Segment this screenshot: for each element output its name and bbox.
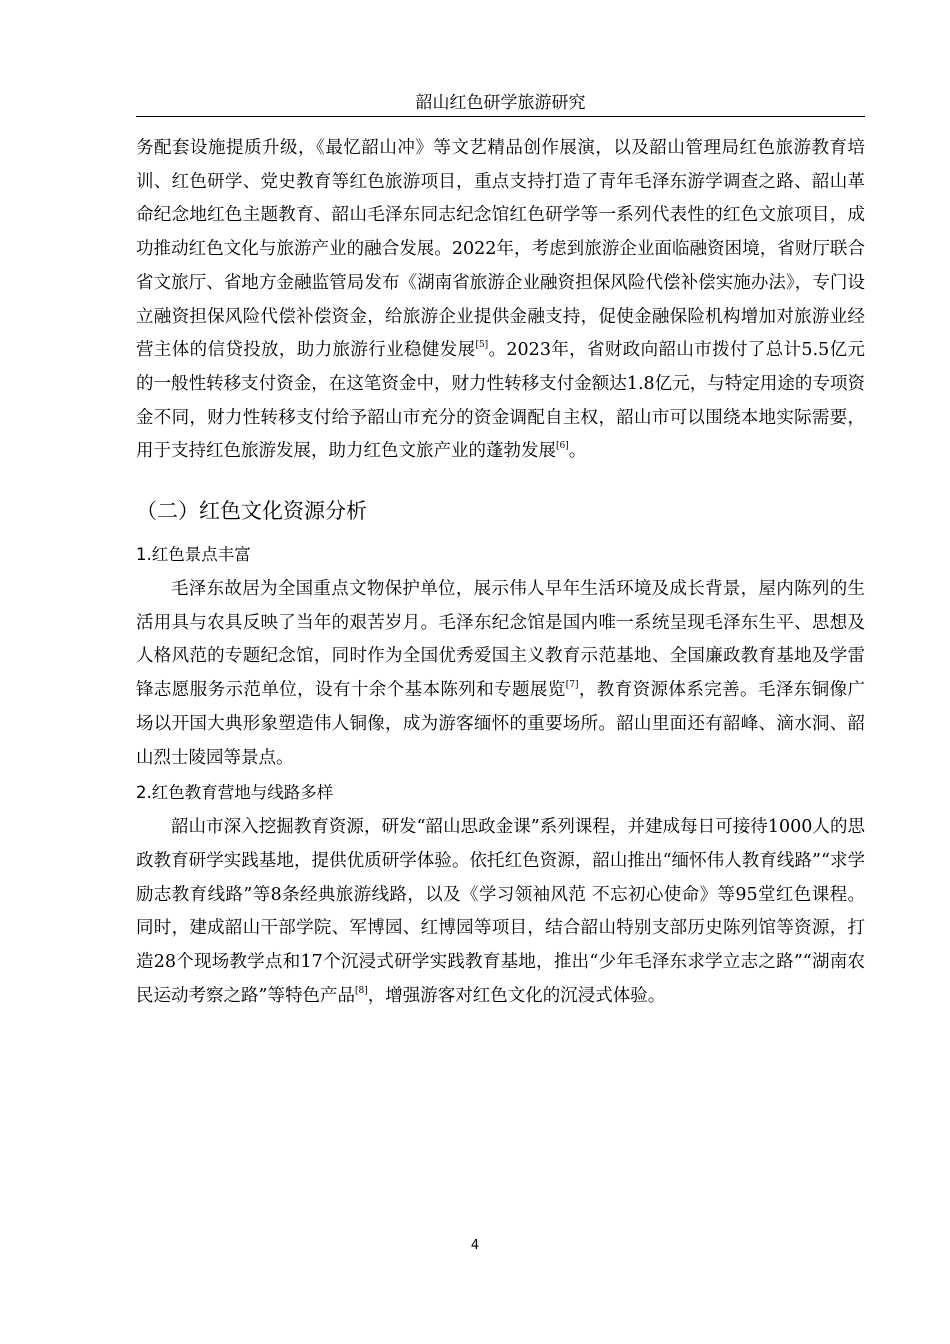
subsection-heading-1: 1.红色景点丰富: [136, 545, 251, 565]
citation-ref-7: [7]: [565, 680, 579, 691]
paragraph-text: 。2023年，省财政向韶山市拨付了总计5.5亿元的一般性转移支付资金，在这笔资金中，财力性转移支付金额达1.8亿元，与特定用途的专项资金不同，财力性转移支付给予韶山市充分的资金调配自主权，韶山市可以围绕本地实际需要，用于支持红色旅游发展，助力红色文旅产业的蓬勃发展: [136, 340, 865, 462]
paragraph-education-routes: [136, 811, 865, 1013]
running-header: 韶山红色研学旅游研究: [415, 93, 586, 113]
paragraph-funding: [136, 132, 865, 469]
paragraph-text: 韶山市深入挖掘教育资源，研发“韶山思政金课”系列课程，并建成每日可接待1000人的思政教育研学实践基地，提供优质研学体验。依托红色资源，韶山推出“缅怀伟人教育线路”“求学励志教育线路”等8条经典旅游线路，以及《学习领袖风范 不忘初心使命》等95堂红色课程。同时，建成韶山干部学院、军博园、红博园等项目，结合韶山特别支部历史陈列馆等资源，打造28个现场教学点和17个沉浸式研学实践教育基地，推出“少年毛泽东求学立志之路”“湖南农民运动考察之路”等特色产品: [136, 817, 865, 1006]
paragraph-scenic-spots: [136, 573, 865, 775]
paragraph-text: 毛泽东故居为全国重点文物保护单位，展示伟人早年生活环境及成长背景，屋内陈列的生活用具与农具反映了当年的艰苦岁月。毛泽东纪念馆是国内唯一系统呈现毛泽东生平、思想及人格风范的专题纪念馆，同时作为全国优秀爱国主义教育示范基地、全国廉政教育基地及学雷锋志愿服务示范单位，设有十余个基本陈列和专题展览: [136, 579, 865, 701]
subsection-heading-2: 2.红色教育营地与线路多样: [136, 783, 334, 803]
citation-ref-6: [6]: [556, 441, 569, 452]
citation-ref-5: [5]: [475, 340, 489, 351]
paragraph-text: 。: [568, 441, 587, 462]
page-number: 4: [470, 1238, 480, 1253]
paragraph-text: ，增强游客对红色文化的沉浸式体验。: [367, 985, 666, 1006]
paragraph-text: ，教育资源体系完善。毛泽东铜像广场以开国大典形象塑造伟人铜像，成为游客缅怀的重要场所。韶山里面还有韶峰、滴水洞、韶山烈士陵园等景点。: [136, 680, 865, 768]
paragraph-text: 务配套设施提质升级，《最忆韶山冲》等文艺精品创作展演，以及韶山管理局红色旅游教育培训、红色研学、党史教育等红色旅游项目，重点支持打造了青年毛泽东游学调查之路、韶山革命纪念地红色主题教育、韶山毛泽东同志纪念馆红色研学等一系列代表性的红色文旅项目，成功推动红色文化与旅游产业的融合发展。2022年，考虑到旅游企业面临融资困境，省财厅联合省文旅厅、省地方金融监管局发布《湖南省旅游企业融资担保风险代偿补偿实施办法》，专门设立融资担保风险代偿补偿资金，给旅游企业提供金融支持，促使金融保险机构增加对旅游业经营主体的信贷投放，助力旅游行业稳健发展: [136, 138, 865, 361]
header-divider: [136, 116, 865, 117]
document-body: [136, 132, 865, 1013]
section-heading: （二）红色文化资源分析: [136, 499, 367, 524]
citation-ref-8: [8]: [354, 985, 368, 996]
